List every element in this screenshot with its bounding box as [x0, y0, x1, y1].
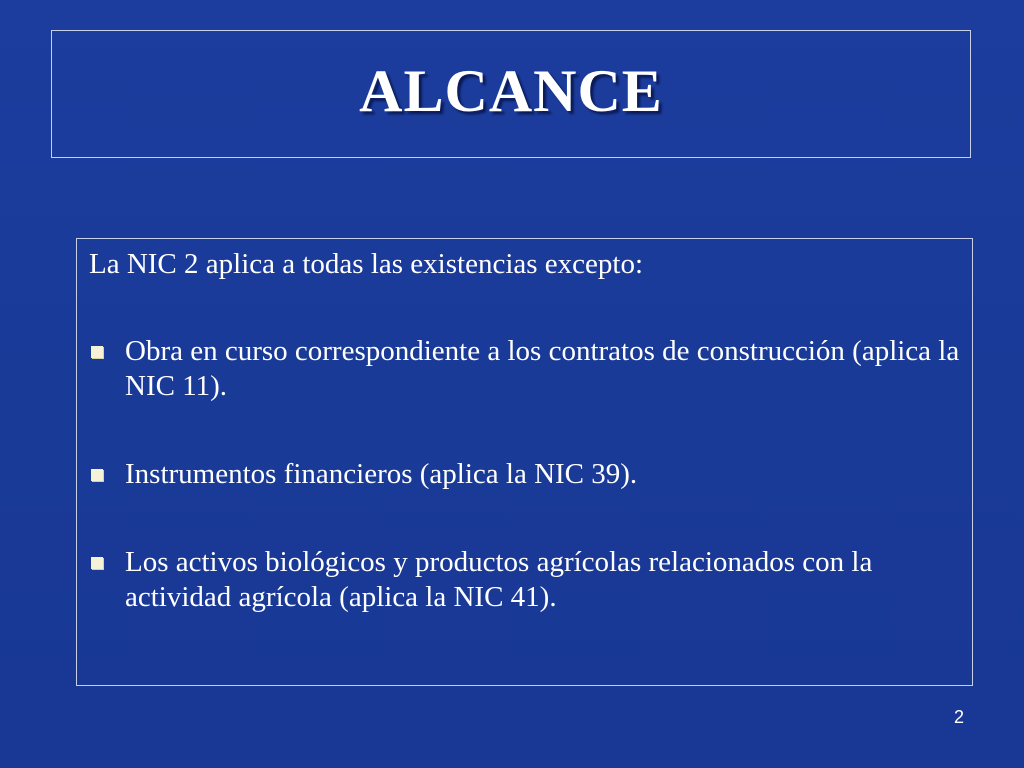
page-number: 2	[953, 707, 964, 727]
bullet-list	[89, 334, 960, 615]
bullet-text: Obra en curso correspondiente a los contratos de construcción (aplica la NIC 11).	[125, 335, 960, 402]
bullet-text: Instrumentos financieros (aplica la NIC 39).	[125, 458, 638, 490]
square-bullet-icon	[91, 346, 103, 358]
content-frame	[76, 238, 973, 686]
square-bullet-icon	[91, 557, 103, 569]
title-frame	[51, 30, 971, 158]
slide-title: ALCANCE	[359, 57, 663, 124]
square-bullet-icon	[91, 469, 103, 481]
bullet-item	[89, 457, 960, 492]
bullet-item	[89, 334, 960, 404]
intro-text: La NIC 2 aplica a todas las existencias excepto:	[89, 248, 644, 280]
bullet-text: Los activos biológicos y productos agrícolas relacionados con la actividad agrícola (aplica la NIC 41).	[125, 546, 873, 613]
bullet-item	[89, 545, 960, 615]
